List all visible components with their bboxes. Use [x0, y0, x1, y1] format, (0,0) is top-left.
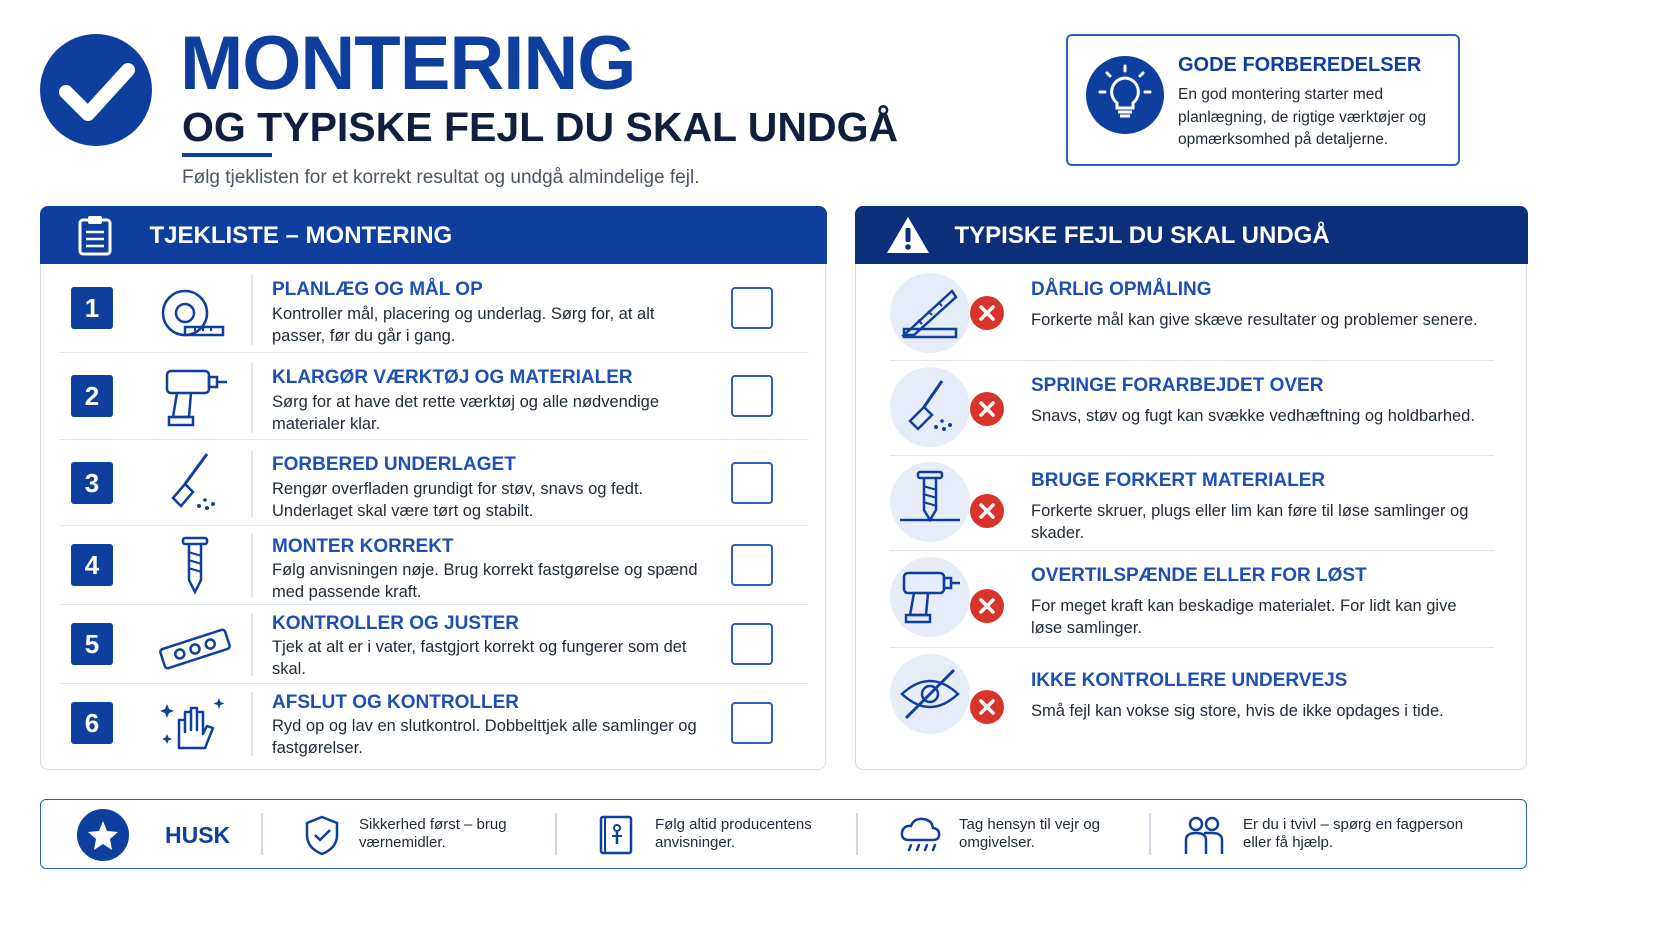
- mistake-title: DÅRLIG OPMÅLING: [1031, 279, 1212, 300]
- mistake-item: [890, 361, 1494, 456]
- checklist-heading: TJEKLISTE – MONTERING: [149, 221, 453, 249]
- tip-text: En god montering starter med planlægning, de rigtige værktøjer og opmærksomhed på detaljerne.: [1178, 86, 1427, 148]
- item-text: Rengør overfladen grundigt for støv, snavs og fedt. Underlaget skal være tørt og stabilt.: [272, 480, 644, 520]
- item-number: 4: [71, 544, 113, 586]
- mistake-text: For meget kraft kan beskadige materialet. For lidt kan give løse samlinger.: [1031, 597, 1457, 637]
- item-text: Følg anvisningen nøje. Brug korrekt fastgørelse og spænd med passende kraft.: [272, 561, 698, 601]
- star-icon: [77, 809, 129, 861]
- tip-title: GODE FORBEREDELSER: [1178, 54, 1422, 76]
- square-ruler-icon: [890, 273, 970, 353]
- item-title: KLARGØR VÆRKTØJ OG MATERIALER: [272, 367, 633, 388]
- row-divider: [251, 534, 253, 597]
- error-x-icon: [970, 392, 1004, 426]
- checklist-header: [40, 206, 827, 264]
- item-text: Sørg for at have det rette værktøj og alle nødvendige materialer klar.: [272, 393, 660, 433]
- intro-text: Følg tjeklisten for et korrekt resultat og undgå almindelige fejl.: [182, 167, 700, 188]
- rain-cloud-icon: [897, 812, 943, 858]
- item-number: 6: [71, 702, 113, 744]
- item-checkbox[interactable]: [731, 623, 773, 665]
- clipboard-icon: [76, 214, 114, 256]
- mistakes-heading: TYPISKE FEJL DU SKAL UNDGÅ: [954, 221, 1330, 249]
- item-text: Tjek at alt er i vater, fastgjort korrekt og fungerer som det skal.: [272, 638, 687, 678]
- shield-check-icon: [299, 812, 345, 858]
- item-title: AFSLUT OG KONTROLLER: [272, 692, 519, 713]
- manual-icon: [593, 812, 639, 858]
- row-divider: [251, 692, 253, 756]
- reminder-text: Følg altid producentens anvisninger.: [655, 816, 812, 851]
- item-title: MONTER KORREKT: [272, 536, 454, 557]
- item-number: 1: [71, 287, 113, 329]
- divider: [261, 813, 263, 855]
- reminder-text: Tag hensyn til vejr og omgivelser.: [959, 816, 1100, 851]
- checkmark-circle-icon: [40, 34, 152, 146]
- item-title: FORBERED UNDERLAGET: [272, 454, 516, 475]
- brush-icon: [155, 448, 235, 518]
- item-checkbox[interactable]: [731, 375, 773, 417]
- brush-icon: [890, 367, 970, 447]
- page-subtitle: OG TYPISKE FEJL DU SKAL UNDGÅ: [182, 104, 899, 150]
- title-underline: [182, 153, 272, 157]
- mistake-item: [890, 551, 1494, 648]
- screw-icon: [890, 462, 970, 542]
- mistake-text: Snavs, støv og fugt kan svække vedhæftning og holdbarhed.: [1031, 407, 1475, 425]
- drill-icon: [155, 363, 235, 433]
- lightbulb-icon: [1086, 56, 1164, 134]
- mistake-item: [890, 456, 1494, 551]
- checklist-item: [59, 440, 809, 526]
- reminder-label: HUSK: [165, 822, 231, 848]
- checklist-item: [59, 684, 809, 764]
- checklist-item: [59, 265, 809, 353]
- checklist-item: [59, 526, 809, 605]
- reminder-text: Er du i tvivl – spørg en fagperson eller få hjælp.: [1243, 816, 1464, 851]
- mistake-text: Små fejl kan vokse sig store, hvis de ikke opdages i tide.: [1031, 702, 1444, 720]
- mistake-item: [890, 648, 1494, 758]
- reminder-bar: [40, 799, 1527, 869]
- error-x-icon: [970, 589, 1004, 623]
- mistake-item: [890, 269, 1494, 361]
- item-text: Ryd op og lav en slutkontrol. Dobbelttjek alle samlinger og fastgørelser.: [272, 717, 697, 757]
- reminder-text: Sikkerhed først – brug værnemidler.: [359, 816, 507, 851]
- clean-hand-icon: [155, 690, 235, 760]
- item-number: 2: [71, 375, 113, 417]
- people-icon: [1181, 812, 1227, 858]
- mistake-title: BRUGE FORKERT MATERIALER: [1031, 470, 1326, 491]
- page-title: MONTERING: [180, 21, 636, 106]
- tip-box: [1066, 34, 1460, 166]
- checklist-item: [59, 353, 809, 440]
- row-divider: [251, 613, 253, 676]
- item-number: 3: [71, 462, 113, 504]
- item-checkbox[interactable]: [731, 544, 773, 586]
- item-number: 5: [71, 623, 113, 665]
- divider: [555, 813, 557, 855]
- item-checkbox[interactable]: [731, 287, 773, 329]
- mistake-title: IKKE KONTROLLERE UNDERVEJS: [1031, 670, 1348, 691]
- error-x-icon: [970, 296, 1004, 330]
- checklist-panel: [40, 206, 826, 770]
- warning-icon: [885, 214, 931, 256]
- mistakes-header: [855, 206, 1528, 264]
- item-title: PLANLÆG OG MÅL OP: [272, 279, 483, 300]
- checklist-item: [59, 605, 809, 684]
- mistake-text: Forkerte skruer, plugs eller lim kan føre til løse samlinger og skader.: [1031, 502, 1469, 542]
- item-checkbox[interactable]: [731, 702, 773, 744]
- divider: [856, 813, 858, 855]
- mistake-text: Forkerte mål kan give skæve resultater og problemer senere.: [1031, 311, 1478, 329]
- mistake-title: OVERTILSPÆNDE ELLER FOR LØST: [1031, 565, 1367, 586]
- row-divider: [251, 275, 253, 345]
- row-divider: [251, 450, 253, 518]
- item-title: KONTROLLER OG JUSTER: [272, 613, 520, 634]
- item-text: Kontroller mål, placering og underlag. Sørg for, at alt passer, før du går i gang.: [272, 305, 655, 345]
- screw-icon: [155, 532, 235, 602]
- mistake-title: SPRINGE FORARBEJDET OVER: [1031, 375, 1324, 396]
- eye-crossed-icon: [890, 654, 970, 734]
- tape-measure-icon: [155, 277, 235, 347]
- drill-icon: [890, 557, 970, 637]
- divider: [1149, 813, 1151, 855]
- error-x-icon: [970, 494, 1004, 528]
- mistakes-panel: [855, 206, 1527, 770]
- error-x-icon: [970, 690, 1004, 724]
- item-checkbox[interactable]: [731, 462, 773, 504]
- row-divider: [251, 363, 253, 433]
- spirit-level-icon: [155, 611, 235, 681]
